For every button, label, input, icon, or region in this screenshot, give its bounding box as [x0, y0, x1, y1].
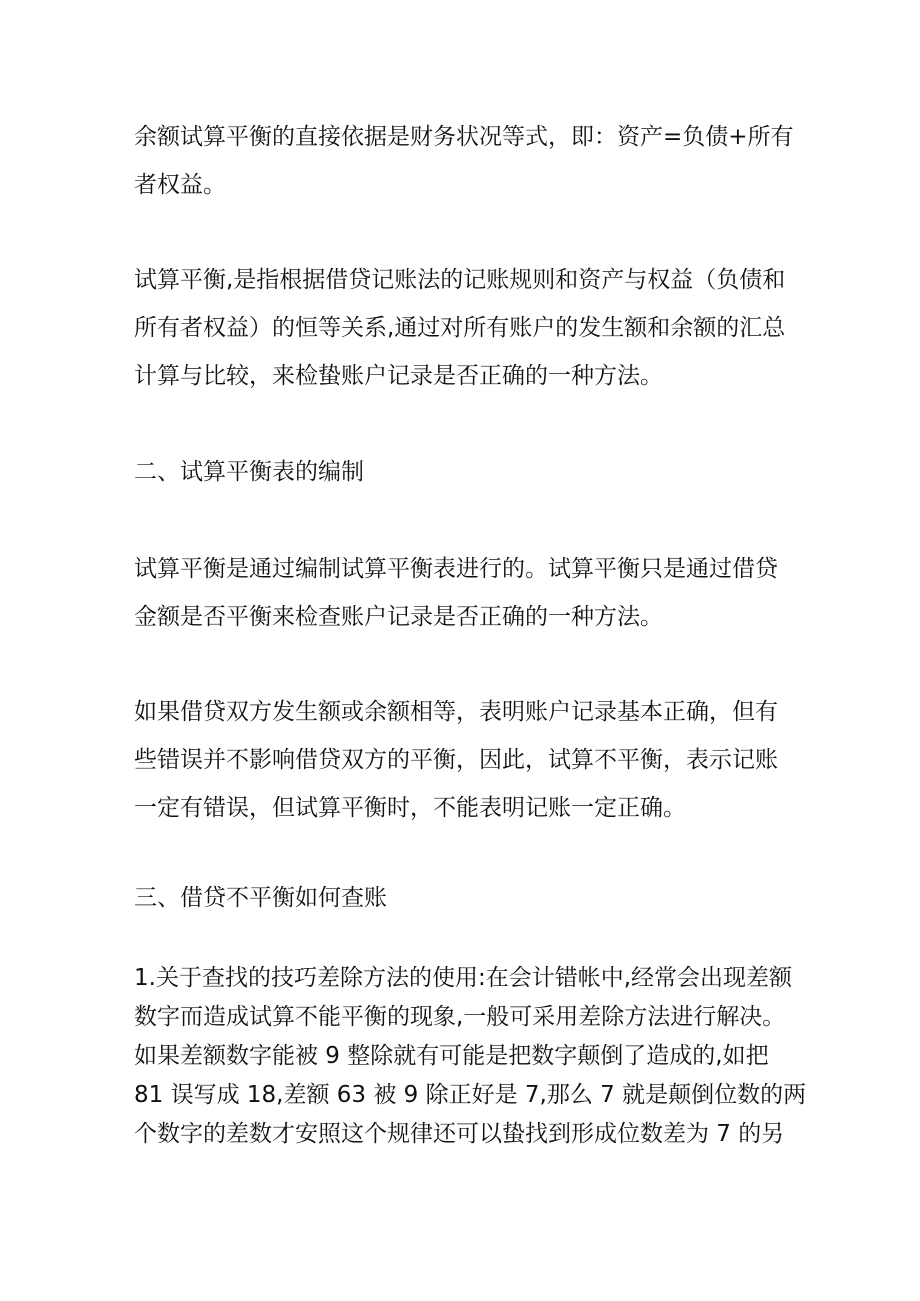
paragraph-line: 数字而造成试算不能平衡的现象,一般可采用差除方法进行解决。	[134, 1004, 786, 1030]
paragraph-line: 如果差额数字能被 9 整除就有可能是把数字颠倒了造成的,如把	[134, 1043, 769, 1069]
paragraph-line: 81 误写成 18,差额 63 被 9 除正好是 7,那么 7 就是颠倒位数的两	[134, 1082, 807, 1108]
paragraph-line: 如果借贷双方发生额或余额相等，表明账户记录基本正确，但有	[134, 699, 778, 725]
section-heading-3	[134, 874, 794, 922]
paragraph-line: 个数字的差数才安照这个规律还可以蛰找到形成位数差为 7 的另	[134, 1121, 785, 1147]
paragraph-4	[134, 688, 794, 832]
paragraph-5	[134, 959, 807, 1154]
paragraph-line: 些错误并不影响借贷双方的平衡，因此，试算不平衡，表示记账	[134, 747, 778, 773]
section-heading: 三、借贷不平衡如何查账	[134, 885, 387, 911]
paragraph-line: 试算平衡,是指根据借贷记账法的记账规则和资产与权益（负债和	[134, 267, 786, 293]
section-heading-2	[134, 448, 794, 496]
paragraph-line: 所有者权益）的恒等关系,通过对所有账户的发生额和余额的汇总	[134, 315, 786, 341]
paragraph-line: 1.关于查找的技巧差除方法的使用:在会计错帐中,经常会出现差额	[134, 965, 793, 991]
paragraph-line: 余额试算平衡的直接依据是财务状况等式，即：资产=负债+所有	[134, 124, 794, 150]
paragraph-line: 试算平衡是通过编制试算平衡表进行的。试算平衡只是通过借贷	[134, 556, 778, 582]
paragraph-line: 一定有错误，但试算平衡时，不能表明记账一定正确。	[134, 795, 686, 821]
paragraph-2	[134, 256, 794, 400]
paragraph-line: 金额是否平衡来检查账户记录是否正确的一种方法。	[134, 604, 663, 630]
paragraph-line: 者权益。	[134, 172, 226, 198]
section-heading: 二、试算平衡表的编制	[134, 459, 364, 485]
paragraph-1	[134, 113, 794, 209]
paragraph-3	[134, 545, 794, 641]
paragraph-line: 计算与比较，来检蛰账户记录是否正确的一种方法。	[134, 363, 663, 389]
